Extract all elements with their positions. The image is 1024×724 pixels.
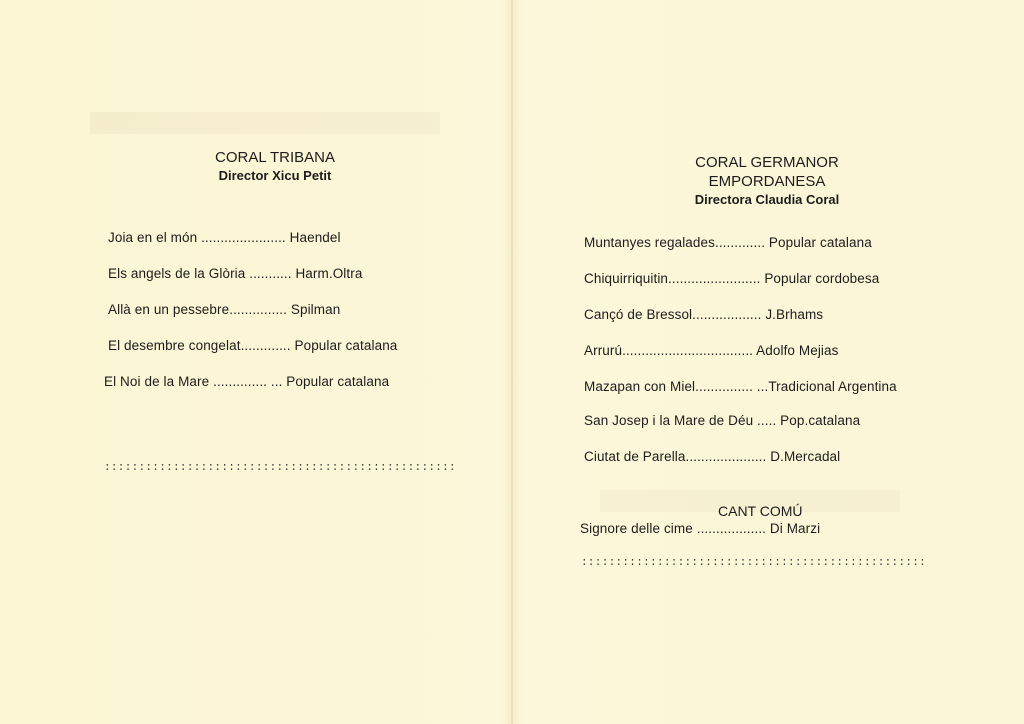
leader-dots: ...................... (201, 230, 286, 245)
leader-dots: ........................ (668, 271, 761, 286)
leader-dots: ............. (240, 338, 291, 353)
program-item (108, 230, 341, 245)
leader-dots: ............... (695, 379, 753, 394)
piece-composer: Harm.Oltra (291, 266, 363, 281)
right-director-name: Claudia Coral (755, 192, 840, 207)
piece-composer: D.Mercadal (766, 449, 841, 464)
leader-dots: ..... (757, 413, 777, 428)
leader-dots: .................................. (622, 343, 754, 358)
piece-composer: Adolfo Mejias (753, 343, 839, 358)
program-item (584, 449, 840, 464)
left-choir-heading (160, 148, 390, 185)
leader-dots: ............... (229, 302, 287, 317)
piece-title: El Noi de la Mare (104, 374, 214, 389)
right-director-label: Directora (694, 192, 752, 207)
left-director-name: Xicu Petit (272, 168, 332, 183)
program-item (584, 343, 839, 358)
piece-composer: Di Marzi (766, 521, 821, 536)
piece-title: Allà en un pessebre (108, 302, 230, 317)
piece-composer: Spilman (287, 302, 341, 317)
leader-dots: .................. (692, 307, 762, 322)
piece-composer: ...Tradicional Argentina (752, 379, 897, 394)
program-item (584, 307, 823, 322)
piece-title: Ciutat de Parella (584, 449, 686, 464)
piece-title: Signore delle cime (580, 521, 697, 536)
leader-dots: ........... (249, 266, 292, 281)
program-item (584, 379, 897, 394)
piece-title: Chiquirriquitin (584, 271, 669, 286)
leader-dots: .................. (696, 521, 767, 536)
right-choir-name-line1: CORAL GERMANOR (695, 154, 839, 171)
piece-composer: Popular cordobesa (760, 271, 880, 286)
piece-composer: Popular catalana (290, 338, 398, 353)
left-choir-name: CORAL TRIBANA (214, 149, 336, 166)
dotted-separator: ::::::::::::::::::::::::::::::::::::::::::::::::::: (104, 462, 456, 474)
piece-composer: Haendel (285, 230, 341, 245)
left-director-line (160, 167, 390, 185)
piece-title: El desembre congelat (108, 338, 241, 353)
piece-composer: J.Brhams (761, 307, 824, 322)
left-director-label: Director (218, 168, 269, 183)
program-item (584, 235, 872, 250)
program-item (104, 374, 389, 389)
right-director-line (652, 191, 882, 209)
piece-composer: Popular catalana (765, 235, 872, 250)
program-item (108, 338, 397, 353)
program-item (580, 521, 820, 536)
piece-composer: Popular catalana (282, 374, 390, 389)
cant-comu-heading: CANT COMÚ (718, 503, 803, 519)
piece-composer: Pop.catalana (776, 413, 861, 428)
program-item (584, 413, 860, 428)
piece-title: Arrurú (584, 343, 623, 358)
piece-title: San Josep i la Mare de Déu (584, 413, 758, 428)
piece-title: Els angels de la Glòria (108, 266, 250, 281)
program-item (108, 266, 362, 281)
leader-dots: ..................... (685, 449, 767, 464)
right-choir-heading (652, 153, 882, 209)
piece-title: Cançó de Bressol (584, 307, 693, 322)
right-choir-name-line2: EMPORDANESA (708, 173, 826, 190)
piece-title: Muntanyes regalades (584, 235, 715, 250)
leader-dots: .............. ... (213, 374, 283, 389)
piece-title: Mazapan con Miel (584, 379, 696, 394)
leader-dots: ............. (714, 235, 766, 250)
piece-title: Joia en el món (108, 230, 202, 245)
right-page (512, 0, 1024, 724)
dotted-separator: :::::::::::::::::::::::::::::::::::::::::::::::::: (581, 557, 927, 569)
program-item (584, 271, 879, 286)
program-item (108, 302, 340, 317)
